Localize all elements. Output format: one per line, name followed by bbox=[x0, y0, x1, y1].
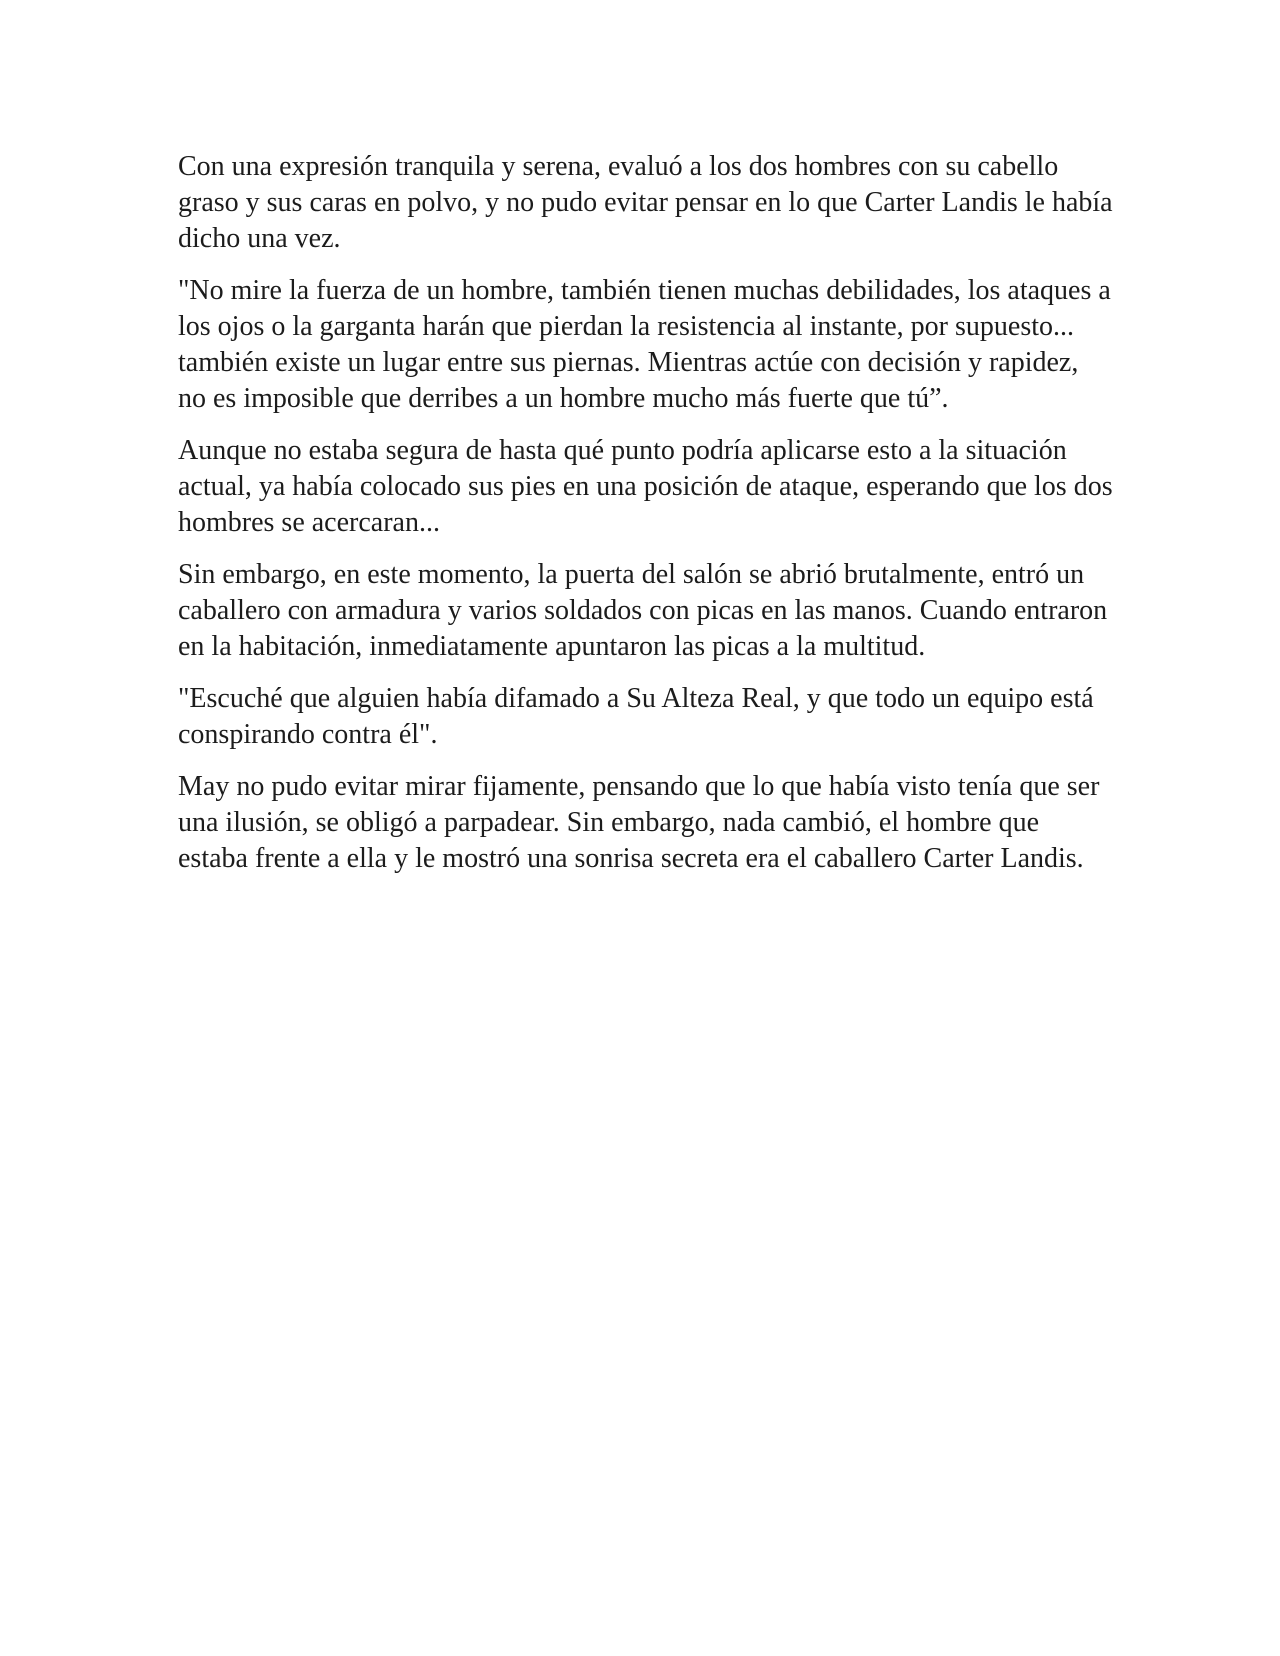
paragraph: Aunque no estaba segura de hasta qué punto podría aplicarse esto a la situación actual, ya había colocado sus pies en una posición de ataque, esperando que los dos hombres se acercaran... bbox=[178, 435, 1113, 538]
paragraph: Con una expresión tranquila y serena, evaluó a los dos hombres con su cabello graso y sus caras en polvo, y no pudo evitar pensar en lo que Carter Landis le había dicho una vez. bbox=[178, 151, 1113, 254]
paragraph: Sin embargo, en este momento, la puerta del salón se abrió brutalmente, entró un caballero con armadura y varios soldados con picas en las manos. Cuando entraron en la habitación, inmediatamente apuntaron las picas a la multitud. bbox=[178, 559, 1108, 662]
document-body bbox=[178, 149, 1113, 893]
paragraph: "Escuché que alguien había difamado a Su Alteza Real, y que todo un equipo está conspirando contra él". bbox=[178, 683, 1094, 750]
paragraph: "No mire la fuerza de un hombre, también tienen muchas debilidades, los ataques a los ojos o la garganta harán que pierdan la resistencia al instante, por supuesto... también existe un lugar entre sus piernas. Mientras actúe con decisión y rapidez, no es imposible que derribes a un hombre mucho más fuerte que tú”. bbox=[178, 275, 1111, 414]
paragraph: May no pudo evitar mirar fijamente, pensando que lo que había visto tenía que ser una ilusión, se obligó a parpadear. Sin embargo, nada cambió, el hombre que estaba frente a ella y le mostró una sonrisa secreta era el caballero Carter Landis. bbox=[178, 771, 1100, 874]
